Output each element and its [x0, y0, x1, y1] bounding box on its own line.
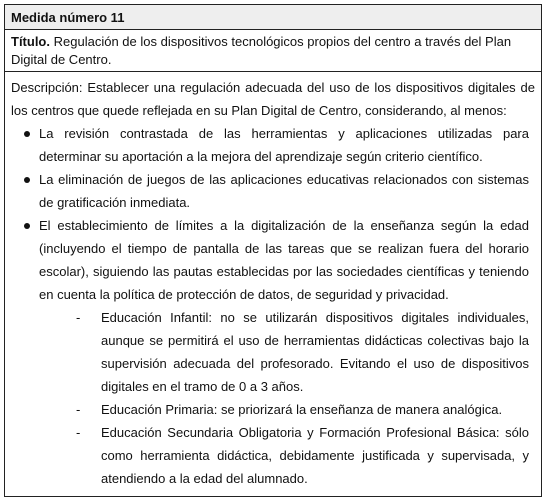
bullet-icon — [24, 177, 30, 183]
list-item — [11, 214, 535, 306]
sub-list-item — [11, 421, 535, 490]
measure-table — [4, 4, 542, 497]
description-row — [5, 72, 541, 490]
sub-list-item — [11, 398, 535, 421]
sub-list-item — [11, 306, 535, 398]
sub-list-item-text: Educación Primaria: se priorizará la enseñanza de manera analógica. — [101, 402, 503, 417]
criteria-list — [11, 122, 535, 306]
measure-heading: Medida número 11 — [11, 10, 125, 25]
list-item-text: La eliminación de juegos de las aplicaciones educativas relacionados con sistemas de gratificación inmediata. — [39, 172, 529, 210]
dash-icon: - — [76, 310, 81, 325]
sub-list-item-text: Educación Infantil: no se utilizarán dispositivos digitales individuales, aunque se permitirá el uso de herramientas didácticas colectivas bajo la supervisión adecuada del profesorado. Evitando el uso de dispositivos digitales en el tramo de 0 a 3 años. — [101, 310, 529, 394]
education-stage-list — [11, 306, 535, 490]
title-text: Regulación de los dispositivos tecnológicos propios del centro a través del Plan Digital de Centro. — [11, 34, 512, 67]
bullet-icon — [24, 223, 30, 229]
title-row — [5, 30, 541, 72]
list-item-text: El establecimiento de límites a la digitalización de la enseñanza según la edad (incluyendo el tiempo de pantalla de las tareas que se realizan fuera del horario escolar), siguiendo las pautas establecidas por las sociedades científicas y teniendo en cuenta la política de protección de datos, de seguridad y privacidad. — [39, 218, 529, 302]
title-label: Título. — [11, 34, 50, 49]
list-item — [11, 168, 535, 214]
dash-icon: - — [76, 425, 81, 440]
sub-list-item-text: Educación Secundaria Obligatoria y Formación Profesional Básica: sólo como herramienta didáctica, debidamente justificada y supervisada, y atendiendo a la edad del alumnado. — [101, 425, 529, 486]
description-intro: Descripción: Establecer una regulación adecuada del uso de los dispositivos digitales de los centros que quede reflejada en su Plan Digital de Centro, considerando, al menos: — [11, 80, 535, 118]
list-item — [11, 122, 535, 168]
measure-heading-row — [5, 5, 541, 30]
list-item-text: La revisión contrastada de las herramientas y aplicaciones utilizadas para determinar su aportación a la mejora del aprendizaje según criterio científico. — [39, 126, 529, 164]
bullet-icon — [24, 131, 30, 137]
dash-icon: - — [76, 402, 81, 417]
